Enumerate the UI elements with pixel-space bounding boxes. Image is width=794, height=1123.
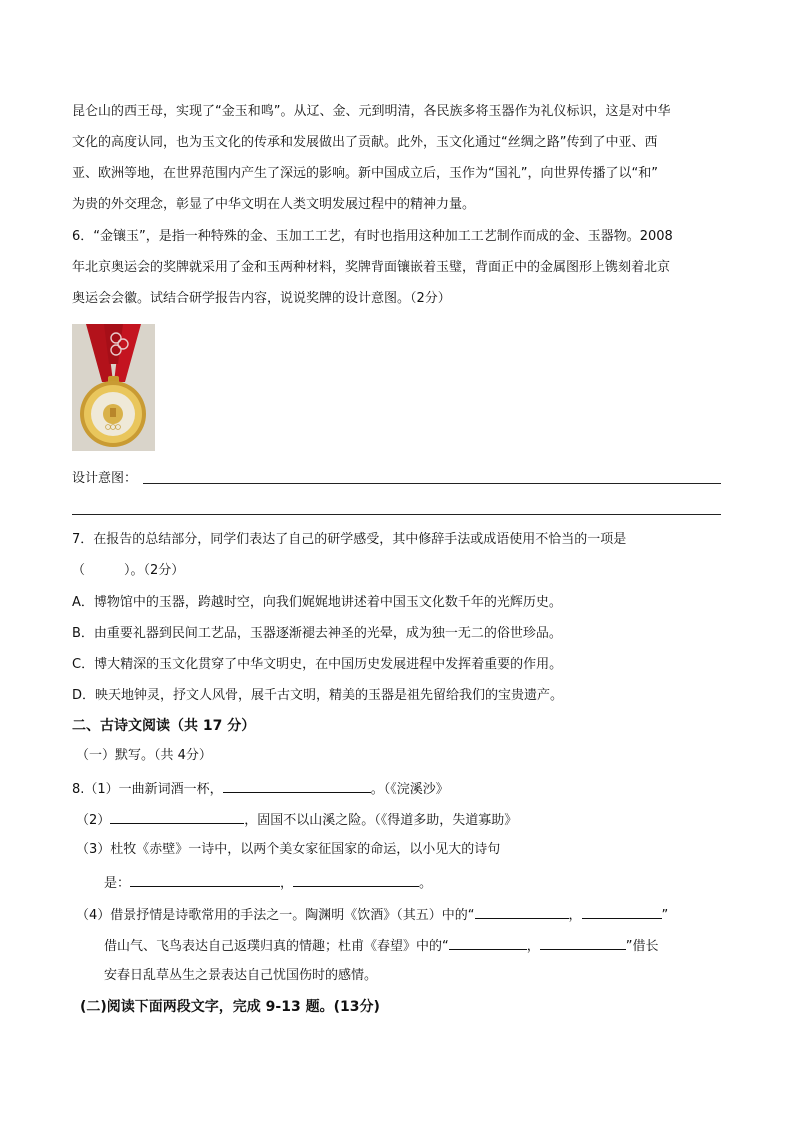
q7-option-c: C．博大精深的玉文化贯穿了中华文明史，在中国历史发展进程中发挥着重要的作用。 xyxy=(72,657,563,672)
q8-4-line-2 xyxy=(104,936,659,956)
q7-option-a: A．博物馆中的玉器，跨越时空，向我们娓娓地讲述着中国玉文化数千年的光辉历史。 xyxy=(72,595,562,610)
q8-2-suffix: ，固国不以山溪之险。（《得道多助，失道寡助》 xyxy=(244,813,518,828)
q8-4-intro: （4）借景抒情是诗歌常用的手法之一。陶渊明《饮酒》（其五）中的“ xyxy=(76,908,475,923)
part-2-title: (二)阅读下面两段文字，完成 9-13 题。(13分) xyxy=(80,999,380,1015)
q6-line-2: 年北京奥运会的奖牌就采用了金和玉两种材料，奖牌背面镶嵌着玉璧，背面正中的金属图形上镌刻着北京 xyxy=(72,260,671,275)
q8-4-line-1 xyxy=(76,905,668,925)
q8-2 xyxy=(76,810,517,830)
part-1-title: （一）默写。（共 4分） xyxy=(76,748,212,763)
q8-3-blank-2[interactable] xyxy=(293,873,419,887)
paragraph-line-3: 亚、欧洲等地，在世界范围内产生了深远的影响。新中国成立后，玉作为“国礼”，向世界传播了以“和” xyxy=(72,166,658,181)
q8-4-line-2-tail: ”借长 xyxy=(625,939,659,954)
answer-line-2[interactable] xyxy=(72,514,721,515)
q8-3-is-label: 是： xyxy=(104,876,131,891)
q8-3-period: 。 xyxy=(419,876,433,891)
q8-2-blank[interactable] xyxy=(110,810,244,824)
q6-line-3: 奥运会会徽。试结合研学报告内容，说说奖牌的设计意图。（2分） xyxy=(72,291,451,306)
q8-3-line-1: （3）杜牧《赤壁》一诗中，以两个美女家征国家的命运，以小见大的诗句 xyxy=(76,842,501,857)
q8-3-comma: ， xyxy=(280,876,294,891)
q7-option-b: B．由重要礼器到民间工艺品，玉器逐渐褪去神圣的光晕，成为独一无二的俗世珍品。 xyxy=(72,626,562,641)
q7-stem: 7．在报告的总结部分，同学们表达了自己的研学感受，其中修辞手法或成语使用不恰当的一项是 xyxy=(72,532,627,547)
medal-icon xyxy=(72,324,155,451)
q8-2-prefix: （2） xyxy=(76,813,111,828)
q8-4-blank-3[interactable] xyxy=(449,936,527,950)
q8-4-quote-end: ” xyxy=(661,908,669,923)
paragraph-line-4: 为贵的外交理念，彰显了中华文明在人类文明发展过程中的精神力量。 xyxy=(72,197,476,212)
q7-option-d: D．映天地钟灵，抒文人风骨，展千古文明，精美的玉器是祖先留给我们的宝贵遗产。 xyxy=(72,688,564,703)
design-intent-label: 设计意图： xyxy=(72,471,138,486)
q8-1-prefix: 8.（1）一曲新词酒一杯， xyxy=(72,782,223,797)
q8-1 xyxy=(72,779,449,799)
q8-3-line-2 xyxy=(104,873,432,893)
q8-4-comma-1: ， xyxy=(568,908,582,923)
q8-4-blank-1[interactable] xyxy=(475,905,569,919)
q8-4-comma-2: ， xyxy=(526,939,540,954)
q8-4-blank-4[interactable] xyxy=(540,936,626,950)
q7-bracket: （ ）。（2分） xyxy=(72,563,185,578)
q8-4-blank-2[interactable] xyxy=(582,905,662,919)
q8-1-suffix: 。（《浣溪沙》 xyxy=(370,782,449,797)
q8-4-line-2-text: 借山气、飞鸟表达自己返璞归真的情趣；杜甫《春望》中的“ xyxy=(104,939,449,954)
paragraph-line-1: 昆仑山的西王母，实现了“金玉和鸣”。从辽、金、元到明清，各民族多将玉器作为礼仪标识，这是对中华 xyxy=(72,104,671,119)
olympic-medal-image xyxy=(72,324,155,451)
q8-3-blank-1[interactable] xyxy=(130,873,280,887)
q8-1-blank[interactable] xyxy=(223,779,371,793)
q6-line-1: 6．“金镶玉”，是指一种特殊的金、玉加工工艺，有时也指用这种加工工艺制作而成的金、玉器物。2008 xyxy=(72,229,673,244)
answer-line-1[interactable] xyxy=(143,483,721,484)
section-2-title: 二、古诗文阅读（共 17 分） xyxy=(72,718,256,734)
paragraph-line-2: 文化的高度认同，也为玉文化的传承和发展做出了贡献。此外，玉文化通过“丝绸之路”传到了中亚、西 xyxy=(72,135,658,150)
q8-4-line-3: 安春日乱草丛生之景表达自己忧国伤时的感情。 xyxy=(104,968,378,983)
